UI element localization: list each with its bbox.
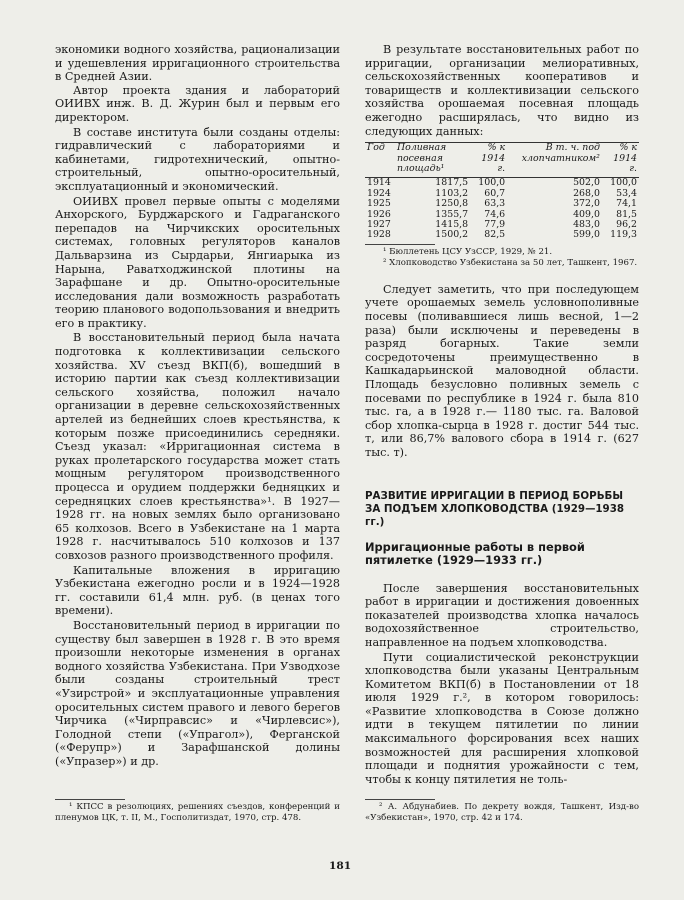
table-header-cell: Поливная посевная площадь¹ [395,143,470,178]
subsection-heading: Ирригационные работы в первой пятилетке (1929—1933 гг.) [365,539,585,568]
paragraph: ОИИВХ провел первые опыты с моделями Анхорского, Бурджарского и Гадраганского перепадов на Чирчикских оросительных системах, головных регуляторов каналов Дальварзина из Сырдарьи, Янгиарыка из Нарына, Раватходжинской плотины на Зарафшане и др. Опытно-оросительные исследования дали возможность разработать теорию планового водопользования и внедрить его в практику. [55,194,340,330]
left-footnotes [55,799,340,824]
footnote-divider [365,799,435,800]
table-cell: 63,3 [484,198,506,210]
table-cell: 1924 [367,187,391,199]
table-cell: 1355,7 [435,208,469,220]
paragraph: После завершения восстановительных работ в ирригации и достижения довоенных показателей производства хлопка началось водохозяйственное строительство, направленное на подъем хлопководства. [365,581,639,649]
footnote: ² А. Абдунабиев. По декрету вождя, Ташкент, Изд-во «Узбекистан», 1970, стр. 42 и 174. [365,802,639,823]
right-column [365,43,639,786]
paragraph: Капитальные вложения в ирригацию Узбекистана ежегодно росли и в 1924—1928 гг. составили 61,4 млн. руб. (в ценах того времени). [55,563,340,618]
table-header-row [365,143,639,178]
table-cell: 96,2 [616,219,637,230]
table-cell: 1914 [367,177,391,189]
page-number: 181 [329,860,352,872]
section-heading: РАЗВИТИЕ ИРРИГАЦИИ В ПЕРИОД БОРЬБЫ ЗА ПОДЪЕМ ХЛОПКОВОДСТВА (1929—1938 гг.) [365,489,625,528]
table-row [365,230,639,240]
table-cell: 81,5 [616,208,637,220]
table-cell: 82,5 [484,229,506,241]
table-cell: 409,0 [573,208,600,220]
table-cell: 1927 [367,219,391,230]
table-cell: 74,1 [616,198,637,210]
table-cell: 1928 [367,229,391,241]
table-cell: 77,9 [484,219,506,230]
table-cell: 1817,5 [435,177,469,189]
paragraph: Следует заметить, что при последующем учете орошаемых земель условнополивные посевы (поливавшиеся лишь весной, 1—2 раза) были исключены и переведены в разряд богарных. Такие земли сосредоточены преимущественно в Кашкадарьинской маловодной области. Площадь безусловно поливных земель с посевами по республике в 1924 г. была 810 тыс. га, а в 1928 г.— 1180 тыс. га. Валовой сбор хлопка-сырца в 1928 г. достиг 544 тыс. т, или 86,7% валового сбора в 1914 г. (627 тыс. т). [365,282,639,459]
right-footnotes [365,799,639,824]
paragraph: экономики водного хозяйства, рационализации и удешевления ирригационного строительства в Средней Азии. [55,43,340,84]
table-cell: 100,0 [478,177,506,189]
footnote-divider [55,799,125,800]
table-cell: 1926 [367,208,391,220]
left-column [55,43,340,768]
table-cell: 1500,2 [435,229,469,241]
table-header-cell: % к 1914 г. [602,143,639,178]
table-cell: 1250,8 [435,198,469,210]
table-cell: 1415,8 [435,219,469,230]
table-cell: 100,0 [610,177,637,189]
table-cell: 502,0 [573,177,600,189]
table-header-cell: % к 1914 г. [470,143,507,178]
paragraph: В результате восстановительных работ по ирригации, организации мелиоративных, сельскохозяйственных кооперативов и товариществ и коллективизации сельского хозяйства орошаемая посевная площадь ежегодно расширялась, что видно из следующих данных: [365,43,639,138]
table-cell: 599,0 [573,229,600,241]
table-cell: 483,0 [573,219,600,230]
table-cell: 119,3 [610,229,637,241]
table-header-cell: В т. ч. под хлопчатником² [507,143,602,178]
table-cell: 60,7 [484,187,506,199]
irrigated-area-table [365,142,639,241]
table-footnote: ² Хлопководство Узбекистана за 50 лет, Ташкент, 1967. [383,257,638,268]
paragraph: Автор проекта здания и лабораторий ОИИВХ инж. В. Д. Журин был и первым его директором. [55,83,340,124]
table-cell: 268,0 [573,187,600,199]
paragraph: Пути социалистической реконструкции хлопководства были указаны Центральным Комитетом ВКП(б) в Постановлении от 18 июля 1929 г.², в котором говорилось: «Развитие хлопководства в Союзе должно идти в текущем пятилетии по линии максимального форсирования всех наших возможностей для расширения хлопковой площади и поднятия урожайности с тем, чтобы к концу пятилетия не толь- [365,650,639,786]
footnote-divider [365,244,435,245]
paragraph: В составе института были созданы отделы: гидравлический с лабораториями и кабинетами, гидротехнический, опытно-строительный, опытно-оросительный, эксплуатационный и экономический. [55,125,340,193]
paragraph: Восстановительный период в ирригации по существу был завершен в 1928 г. В это время произошли некоторые изменения в органах водного хозяйства Узбекистана. При Узводхозе были созданы строительный трест «Узирстрой» и эксплуатационные управления оросительных систем правого и левого берегов Чирчика («Чирправсис» и «Чирлевсис»), Голодной степи («Упрагол»), Ферганской («Ферупр») и Зарафшанской долины («Упразер») и др. [55,618,340,768]
table-cell: 53,4 [616,187,637,199]
table-cell: 1925 [367,198,391,210]
table-cell: 372,0 [573,198,600,210]
table-header-cell: Год [365,143,395,178]
footnote: ¹ КПСС в резолюциях, решениях съездов, конференций и пленумов ЦК, т. II, М., Госполитиздат, 1970, стр. 478. [55,802,340,823]
table-cell: 74,6 [484,208,506,220]
paragraph: В восстановительный период была начата подготовка к коллективизации сельского хозяйства. XV съезд ВКП(б), вошедший в историю партии как съезд коллективизации сельского хозяйства, положил начало организации в деревне сельскохозяйственных артелей из беднейших слоев крестьянства, к которым позже присоединились середняки. Съезд указал: «Ирригационная система в руках пролетарского государства может стать мощным регулятором производственного процесса и орудием поддержки бедняцких и середняцких слоев крестьянства»¹. В 1927—1928 гг. на новых землях было организовано 65 колхозов. Всего в Узбекистане на 1 марта 1928 г. насчитывалось 510 колхозов и 137 совхозов разного производственного профиля. [55,331,340,562]
table-footnote: ¹ Бюллетень ЦСУ УзССР, 1929, № 21. [383,246,553,257]
table-cell: 1103,2 [435,187,469,199]
